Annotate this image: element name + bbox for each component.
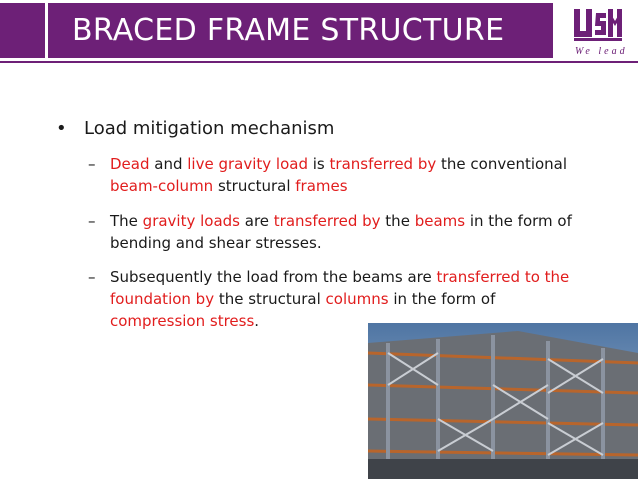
plain-text: . [254,312,260,330]
subpoint-text [110,153,595,197]
steel-frame-construction-photo [368,323,638,479]
plain-text: are [240,212,274,230]
plain-text: The [110,212,143,230]
logo-tagline: We lead [575,46,628,57]
bullet-label: Load mitigation mechanism [84,118,335,139]
plain-text: the structural [214,290,326,308]
subpoint-dash: – [88,212,96,230]
plain-text: in the form of bending and shear stresses. [110,212,572,252]
highlighted-term: transferred by [329,155,437,173]
highlighted-term: live gravity load [187,155,308,173]
plain-text: and [149,155,188,173]
slide-title: BRACED FRAME STRUCTURE [72,13,505,48]
highlighted-term: Dead [110,155,150,173]
highlighted-term: transferred to the foundation by [110,268,570,308]
highlighted-term: frames [295,177,348,195]
highlighted-term: columns [325,290,389,308]
plain-text: structural [213,177,296,195]
subpoint-text [110,210,595,254]
plain-text: the conventional [436,155,568,173]
subpoint-dash: – [88,268,96,286]
plain-text: Subsequently the load from the beams are [110,268,437,286]
highlighted-term: beams [414,212,466,230]
plain-text: in the form of [388,290,496,308]
plain-text: is [307,155,330,173]
bullet-marker: • [56,118,67,139]
highlighted-term: beam-column [110,177,214,195]
highlighted-term: transferred by [273,212,381,230]
steel-frame-image [368,323,638,479]
highlighted-term: gravity loads [142,212,240,230]
subpoint-dash: – [88,155,96,173]
plain-text: the [380,212,415,230]
highlighted-term: compression stress [110,312,255,330]
